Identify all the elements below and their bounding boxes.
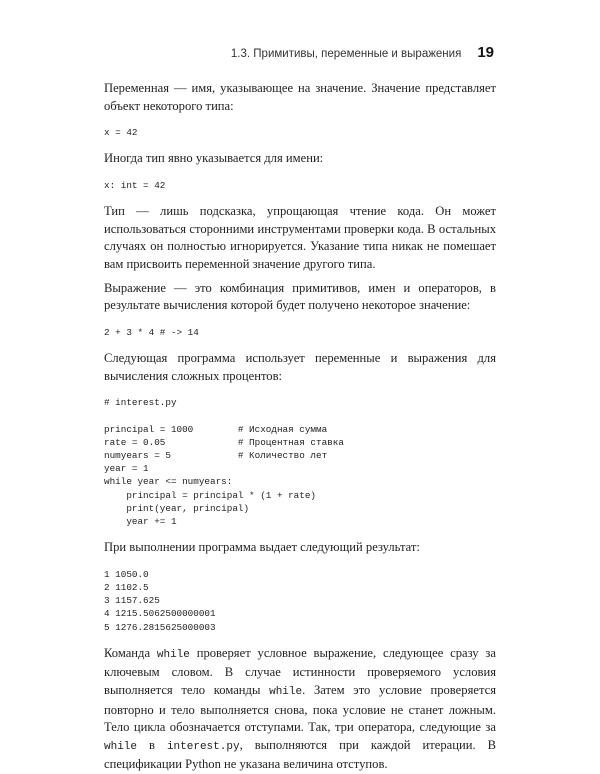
inline-code-filename: interest.py bbox=[166, 740, 240, 753]
paragraph-program-intro: Следующая программа использует переменные и выражения для вычисления сложных процентов: bbox=[104, 350, 496, 383]
inline-code-while: while bbox=[269, 685, 303, 698]
paragraph-expression: Выражение — это комбинация примитивов, имен и операторов, в результате вычисления которой будет получено некоторое значение: bbox=[104, 280, 496, 313]
page-number: 19 bbox=[477, 44, 494, 61]
page-body bbox=[104, 80, 496, 774]
inline-code-while: while bbox=[156, 648, 190, 661]
inline-code-while: while bbox=[104, 740, 138, 753]
code-program-output: 1 1050.0 2 1102.5 3 1157.625 4 1215.5062500000001 5 1276.2815625000003 bbox=[104, 568, 216, 633]
code-expression: 2 + 3 * 4 # -> 14 bbox=[104, 326, 199, 338]
text-run: проверяет условное выражение, следующее сразу за ключевым словом. В случае истинности проверяемого условия выполняется тело команды bbox=[104, 645, 496, 697]
paragraph-variable: Переменная — имя, указывающее на значение. Значение представляет объект некоторого типа: bbox=[104, 81, 496, 113]
code-interest-program: # interest.py principal = 1000 # Исходная сумма rate = 0.05 # Процентная ставка numyears = 5 # Количество лет year = 1 while year <= numyears: principal = principal * (1 + rate) print(year, principal) year += 1 bbox=[104, 397, 344, 527]
code-assign: x = 42 bbox=[104, 127, 138, 139]
paragraph-while-explanation bbox=[104, 645, 496, 774]
paragraph-output-intro: При выполнении программа выдает следующий результат: bbox=[104, 540, 420, 555]
text-run: в bbox=[137, 737, 167, 752]
page-header bbox=[104, 44, 494, 61]
text-run: , выполняются при каждой итерации. В спецификации Python не указана величина отступов. bbox=[104, 737, 496, 772]
text-run: . Затем это условие проверяется повторно и тело выполняется снова, пока условие не станет ложным. Тело цикла обозначается отступами. Так, три оператора, следующие за bbox=[104, 682, 496, 735]
paragraph-type-hint: Иногда тип явно указывается для имени: bbox=[104, 151, 324, 166]
running-title: 1.3. Примитивы, переменные и выражения bbox=[230, 48, 462, 60]
paragraph-type-note: Тип — лишь подсказка, упрощающая чтение кода. Он может использоваться сторонними инструментами проверки кода. В остальных случаях он полностью игнорируется. Указание типа никак не помешает вам присвоить переменной значение другого типа. bbox=[104, 204, 496, 271]
code-typed-assign: x: int = 42 bbox=[104, 179, 166, 191]
text-run: Команда bbox=[104, 645, 157, 660]
